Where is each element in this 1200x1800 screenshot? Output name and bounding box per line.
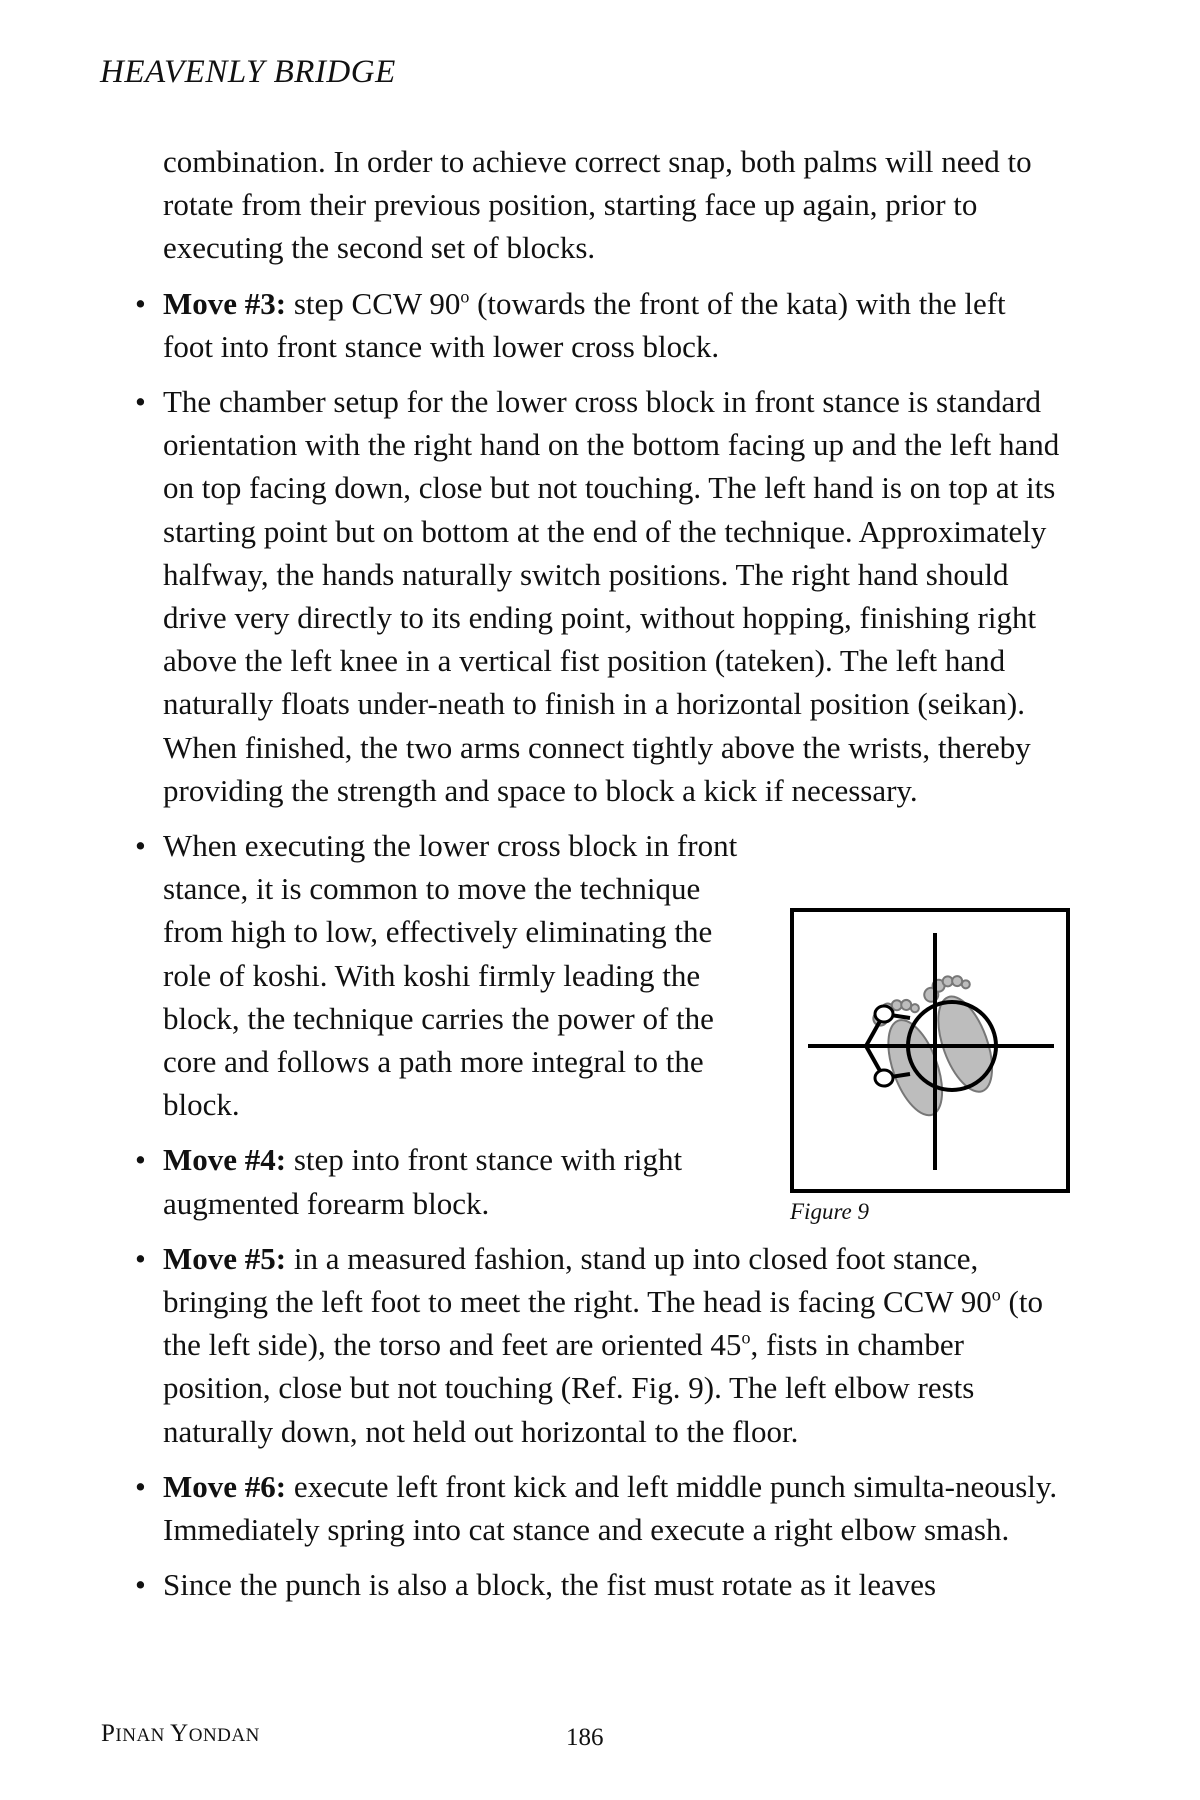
bullet-dot: •: [135, 1240, 146, 1276]
bullet-dot: •: [135, 1468, 146, 1504]
list-item: • When executing the lower cross block in front stance, it is common to move the technique from high to low, effectively eliminating the role of koshi. With koshi firmly leading the block, the technique carries the power of the core and follows a path more integral to the block.: [163, 824, 743, 1126]
body-text: [135, 140, 1063, 1619]
bullet-dot: •: [135, 1567, 146, 1603]
running-foot: PINAN YONDAN: [101, 1720, 260, 1747]
bullet-dot: •: [135, 384, 146, 420]
running-head: HEAVENLY BRIDGE: [100, 54, 396, 90]
list-item: • Move #4: step into front stance with right augmented forearm block.: [163, 1138, 743, 1224]
bullet-dot: •: [135, 285, 146, 321]
figure-caption: Figure 9: [790, 1199, 869, 1224]
continuation-paragraph: combination. In order to achieve correct snap, both palms will need to rotate from their previous position, starting face up again, prior to executing the second set of blocks.: [163, 144, 1032, 266]
stance-diagram-icon: [790, 908, 1070, 1193]
list-item: • Move #5: in a measured fashion, stand up into closed foot stance, bringing the left foot to meet the right. The head is facing CCW 90$^o$ (to the left side), the torso and feet are oriented 45$^o$, fists in chamber position, close but not touching (Ref. Fig. 9). The left elbow rests naturally down, not held out horizontal to the floor.: [163, 1237, 1063, 1453]
bullet-dot: •: [135, 828, 146, 864]
list-item: • The chamber setup for the lower cross block in front stance is standard orientation with the right hand on the bottom facing up and the left hand on top facing down, close but not touching. The left hand is on top at its starting point but on bottom at the end of the technique. Approximately halfway, the hands naturally switch positions. The right hand should drive very directly to its ending point, without hopping, finishing right above the left knee in a vertical fist position (tateken). The left hand naturally floats under-neath to finish in a horizontal position (seikan). When finished, the two arms connect tightly above the wrists, thereby providing the strength and space to block a kick if necessary.: [163, 380, 1063, 812]
list-item: • Since the punch is also a block, the fist must rotate as it leaves: [163, 1563, 1063, 1606]
list-item: • Move #6: execute left front kick and left middle punch simulta-neously. Immediately spring into cat stance and execute a right elbow smash.: [163, 1465, 1063, 1551]
page-number: 186: [566, 1724, 604, 1751]
list-item: • Move #3: step CCW 90$^o$ (towards the front of the kata) with the left foot into front stance with lower cross block.: [163, 282, 1063, 368]
bullet-dot: •: [135, 1142, 146, 1178]
